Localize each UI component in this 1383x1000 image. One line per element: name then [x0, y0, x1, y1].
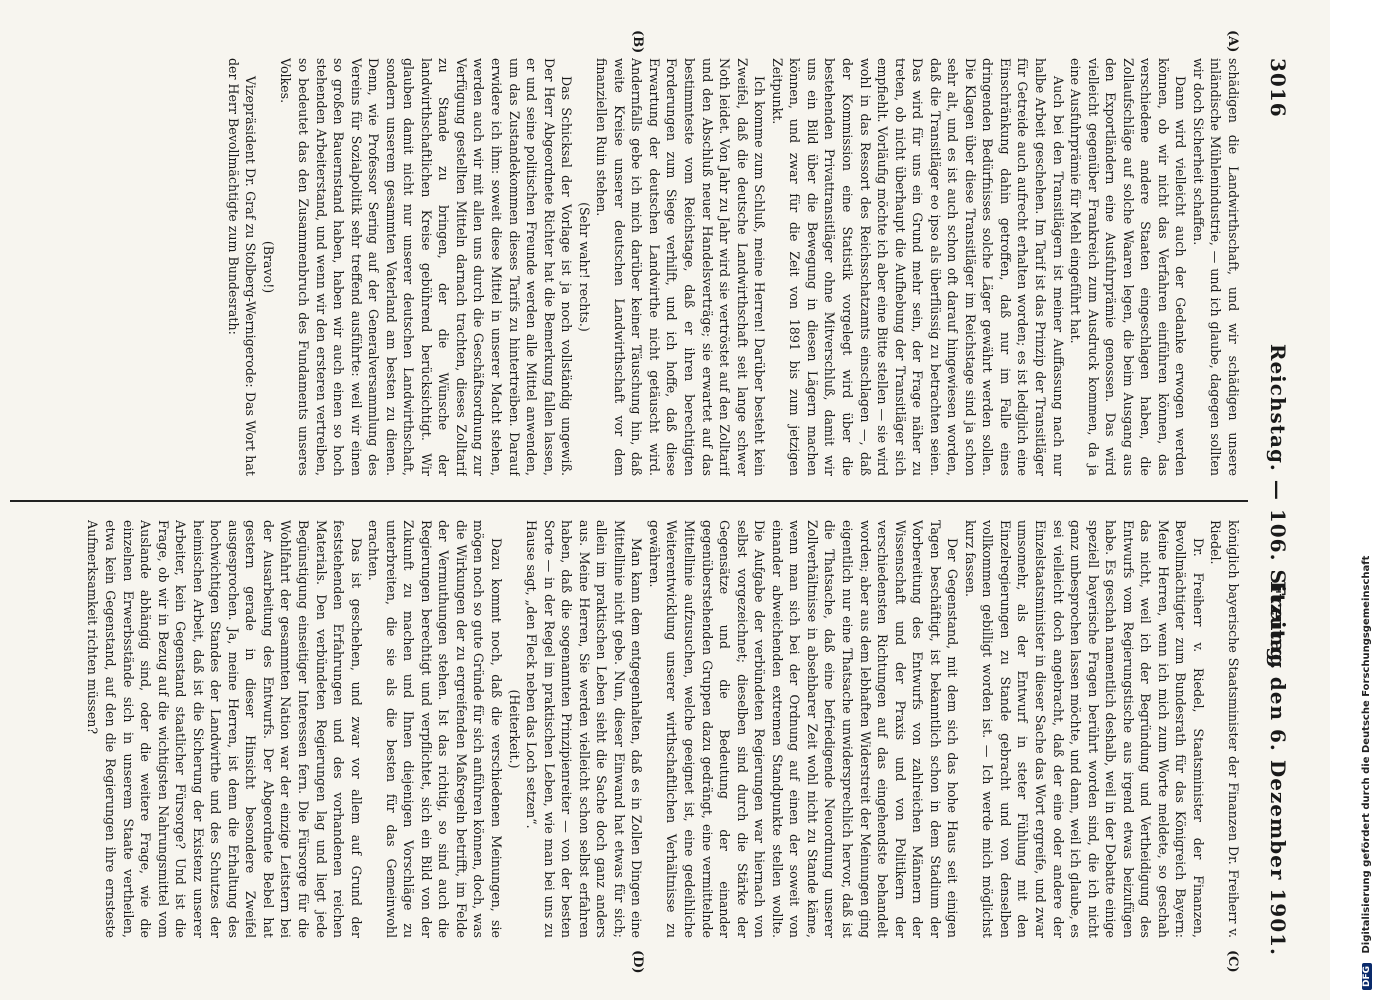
- interjection: (Heiterkeit.): [506, 689, 522, 769]
- paragraph: Das Schicksal der Vorlage ist ja noch vollständig ungewiß. Der Herr Abgeordnete Richter hat die Bemerkung fallen lassen, er und seine politischen Freunde werden alle Mittel anwenden, um das Zustandekommen dieses Tarifs zu hintertreiben. Darauf erwidere ich ihm: soweit diese Mittel in unserer Macht stehen, werden auch wir mit allen uns durch die Geschäftsordnung zur Verfügung gestellten Mitteln darnach trachten, dieses Zolltarif zu Stande zu bringen, der die Wünsche der landwirthschaftlichen Kreise gebührend berücksichtigt. Wir glauben damit nicht nur unserer deutschen Landwirthschaft, sondern unserem gesammten Vaterland am besten zu dienen. Denn, wie Professor Sering auf der Generalversammlung des Vereins für Sozialpolitik sehr treffend ausführte: weil wir einen so großen Bauernstand haben, haben wir auch einen so hoch stehenden Arbeiterstand, und wenn wir den ersteren vertreiben, so bedeutet das den Zusammenbruch des Fundaments unseres Volkes.: [278, 58, 575, 476]
- attribution-text: [1361, 556, 1372, 990]
- left-column: [22, 58, 1242, 476]
- attribution-label: Digitalisierung gefördert durch die Deutsche Forschungsgemeinschaft: [1361, 555, 1372, 954]
- paragraph: Dr. Freiherr v. Riedel, Staatsminister der Finanzen, Bevollmächtigter zum Bundesrath für das Königreich Bayern: Meine Herren, wenn ich mich zum Worte meldete, so geschah das nicht, weil ich der Begründung und Vertheidigung des Entwurfs vom Regierungstische aus irgend etwas beizufügen habe. Es geschah namentlich deshalb, weil in der Debatte einige speziell bayerische Fragen berührt worden sind, die ich nicht ganz unbesprochen lassen möchte, und dann, weil ich glaube, es sei vielleicht doch angebracht, daß der eine oder andere der Einzelstaatsminister in dieser Sache das Wort ergreife, und zwar umsomehr, als der Entwurf in steter Fühlung mit den Einzelregierungen zu Stande gebracht und von denselben vollkommen gebilligt worden ist. — Ich werde mich möglichst kurz fassen.: [962, 520, 1206, 938]
- paragraph: Auch bei den Transitlägern ist meiner Auffassung nach nur halbe Arbeit geschehen. Im Tarif ist das Prinzip der Transitläger für Getreide auch aufrecht erhalten worden; es ist lediglich eine Einschränkung dahin getroffen, daß nur im Falle eines dringenden Bedürfnisses solche Läger gewährt werden sollen. Die Klagen über diese Transitläger im Reichstage sind ja schon sehr alt, und es ist auch schon oft darauf hingewiesen worden, daß die Transitläger eo ipso als überflüssig zu betrachten seien. Das wird für uns ein Grund mehr sein, der Frage näher zu treten, ob nicht überhaupt die Aufhebung der Transitläger sich empfiehlt. Vorläufig möchte ich aber eine Bitte stellen — sie wird wohl in das Ressort des Reichsschatzamts einschlagen —, daß der Kommission eine Statistik vorgelegt wird über die bestehenden Privattransitläger ohne Mitverschluß, damit wir uns ein Bild über die Bewegung in diesen Lägern machen können, und zwar für die Zeit von 1891 bis zum jetzigen Zeitpunkt.: [769, 58, 1066, 476]
- paragraph: Vizepräsident Dr. Graf zu Stolberg-Wernigerode: Das Wort hat der Herr Bevollmächtigte zum Bundesrath:: [225, 58, 259, 476]
- paragraph: Dazu kommt noch, daß die verschiedenen Meinungen, sie mögen noch so gute Gründe für sich anführen können, doch, was die Wirkungen der zu ergreifenden Maßregeln betrifft, im Felde der Vermuthungen stehen. Ist das richtig, so sind auch die Regierungen berechtigt und verpflichtet, sich ein Bild von der Zukunft zu machen und Ihnen diejenigen Vorschläge zu unterbreiten, die sie als die besten für das Gemeinwohl erachten.: [366, 520, 505, 938]
- margin-mark-c: (C): [1225, 950, 1240, 973]
- column-divider: [10, 500, 1248, 502]
- attribution-strip: [1355, 0, 1383, 1000]
- paragraph: schädigen die Landwirthschaft, und wir schädigen unsere inländische Mühlenindustrie, — und ich glaube, dagegen sollten wir doch Sicherheit schaffen.: [1190, 58, 1241, 476]
- paragraph: Man kann dem entgegenhalten, daß es in Zollen Dingen eine Mittellinie nicht gebe. Nun, dieser Einwand hat etwas für sich; allein im praktischen Leben sieht die Sache doch ganz anders aus. Meine Herren, Sie werden vielleicht schon selbst erfahren haben, daß die sogenannten Prinzipienreiter — von der besten Sorte — in der Regel im praktischen Leben, wie man bei uns zu Hause sagt, „den Fleck neben das Loch setzen“.: [524, 520, 645, 938]
- page-header: [1260, 58, 1290, 956]
- interjection: (Sehr wahr! rechts.): [576, 202, 592, 332]
- paragraph: königlich bayerische Staatsminister der Finanzen Dr. Freiherr v. Riedel.: [1208, 520, 1241, 938]
- page-number: 3016: [1266, 58, 1290, 118]
- margin-mark-d: (D): [630, 950, 645, 974]
- paragraph: Dann wird vielleicht auch der Gedanke erwogen werden können, ob wir nicht das Verfahren einführen können, das verschiedene andere Staaten eingeschlagen haben, die Zollaufschläge auf solche Waaren legen, die beim Ausgang aus den Exportländern eine Ausfuhrprämie genossen. Das wird vielleicht gegenüber Frankreich zum Ausdruck kommen, da ja eine Ausfuhrprämie für Mehl eingeführt hat.: [1068, 58, 1189, 476]
- interjection: (Bravo!): [260, 240, 276, 294]
- paragraph: Das ist geschehen, und zwar vor allem auf Grund der feststehenden Erfahrungen und des vorhandenen reichen Materials. Den verbündeten Regierungen lag und liegt jede Begünstigung einseitiger Interessen fern. Die Fürsorge für die Wohlfahrt der gesammten Nation war der einzige Leitstern bei der Ausarbeitung des Entwurfs. Der Abgeordnete Bebel hat gestern gerade in dieser Hinsicht besondere Zweifel ausgesprochen. Ja, meine Herren, ist denn die Erhaltung des hochwichtigen Standes der Landwirthe und des Schutzes der heimischen Arbeit, daß ist die Sicherung der Existenz unserer Arbeiter, kein Gegenstand staatlicher Fürsorge? Und ist die Frage, ob wir in Bezug auf die wichtigsten Nahrungsmittel vom Auslande abhängig sind, oder die weitere Frage, wie die einzelnen Erwerbsstände sich in unserem Staate vertheilen, etwa kein Gegenstand, auf den die Regierungen ihre ernsteste Aufmerksamkeit richten müssen?: [85, 520, 364, 938]
- right-column: [22, 520, 1242, 938]
- paragraph: Ich komme zum Schluß, meine Herren! Darüber besteht kein Zweifel, daß die deutsche Landwirthschaft seit lange schwer Noth leidet. Von Jahr zu Jahr wird sie vertröstet auf den Zolltarif und den Abschluß neuer Handelsverträge; sie erwartet auf das bestimmteste vom Reichstage, daß er ihren berechtigten Forderungen zum Siege verhilft, und ich hoffe, daß diese Erwartung der deutschen Landwirthe nicht getäuscht wird. Andernfalls gebe ich mich darüber keiner Täuschung hin, daß weite Kreise unserer deutschen Landwirthschaft vor dem finanziellen Ruin stehen.: [594, 58, 768, 476]
- margin-mark-a: (A): [1225, 30, 1240, 53]
- session-date: Freitag den 6. Dezember 1901.: [1266, 580, 1290, 956]
- page-title: Reichstag. — 106. Sitzung.: [1266, 343, 1290, 671]
- dfg-logo: DFG: [1362, 963, 1372, 990]
- margin-mark-b: (B): [630, 30, 645, 54]
- paragraph: Der Gegenstand, mit dem sich das hohe Haus seit einigen Tagen beschäftigt, ist bekanntlich schon in dem Stadium der Vorbereitung des Entwurfs von zahlreichen Männern der Wissenschaft und der Praxis und von Politikern der verschiedensten Richtungen auf das eingehendste behandelt worden; aber aus dem lebhaften Widerstreit der Meinungen ging eigentlich nur eine Thatsache unwidersprechlich hervor, daß ist die Thatsache, daß eine befriedigende Neuordnung unserer Zollverhältnisse in absehbarer Zeit wohl nicht zu Stande käme, wenn man sich bei der Ordnung auf einen der soweit von einander abweichenden extremen Standpunkte stellen wollte. Die Aufgabe der verbündeten Regierungen war hiernach von selbst vorgezeichnet; dieselben sind durch die Stärke der Gegensätze und die Bedeutung der einander gegenüberstehenden Gruppen dazu gedrängt, eine vermittelnde Mittellinie aufzusuchen, welche geeignet ist, eine gedeihliche Weiterentwicklung unserer wirthschaftlichen Verhältnisse zu gewähren.: [646, 520, 961, 938]
